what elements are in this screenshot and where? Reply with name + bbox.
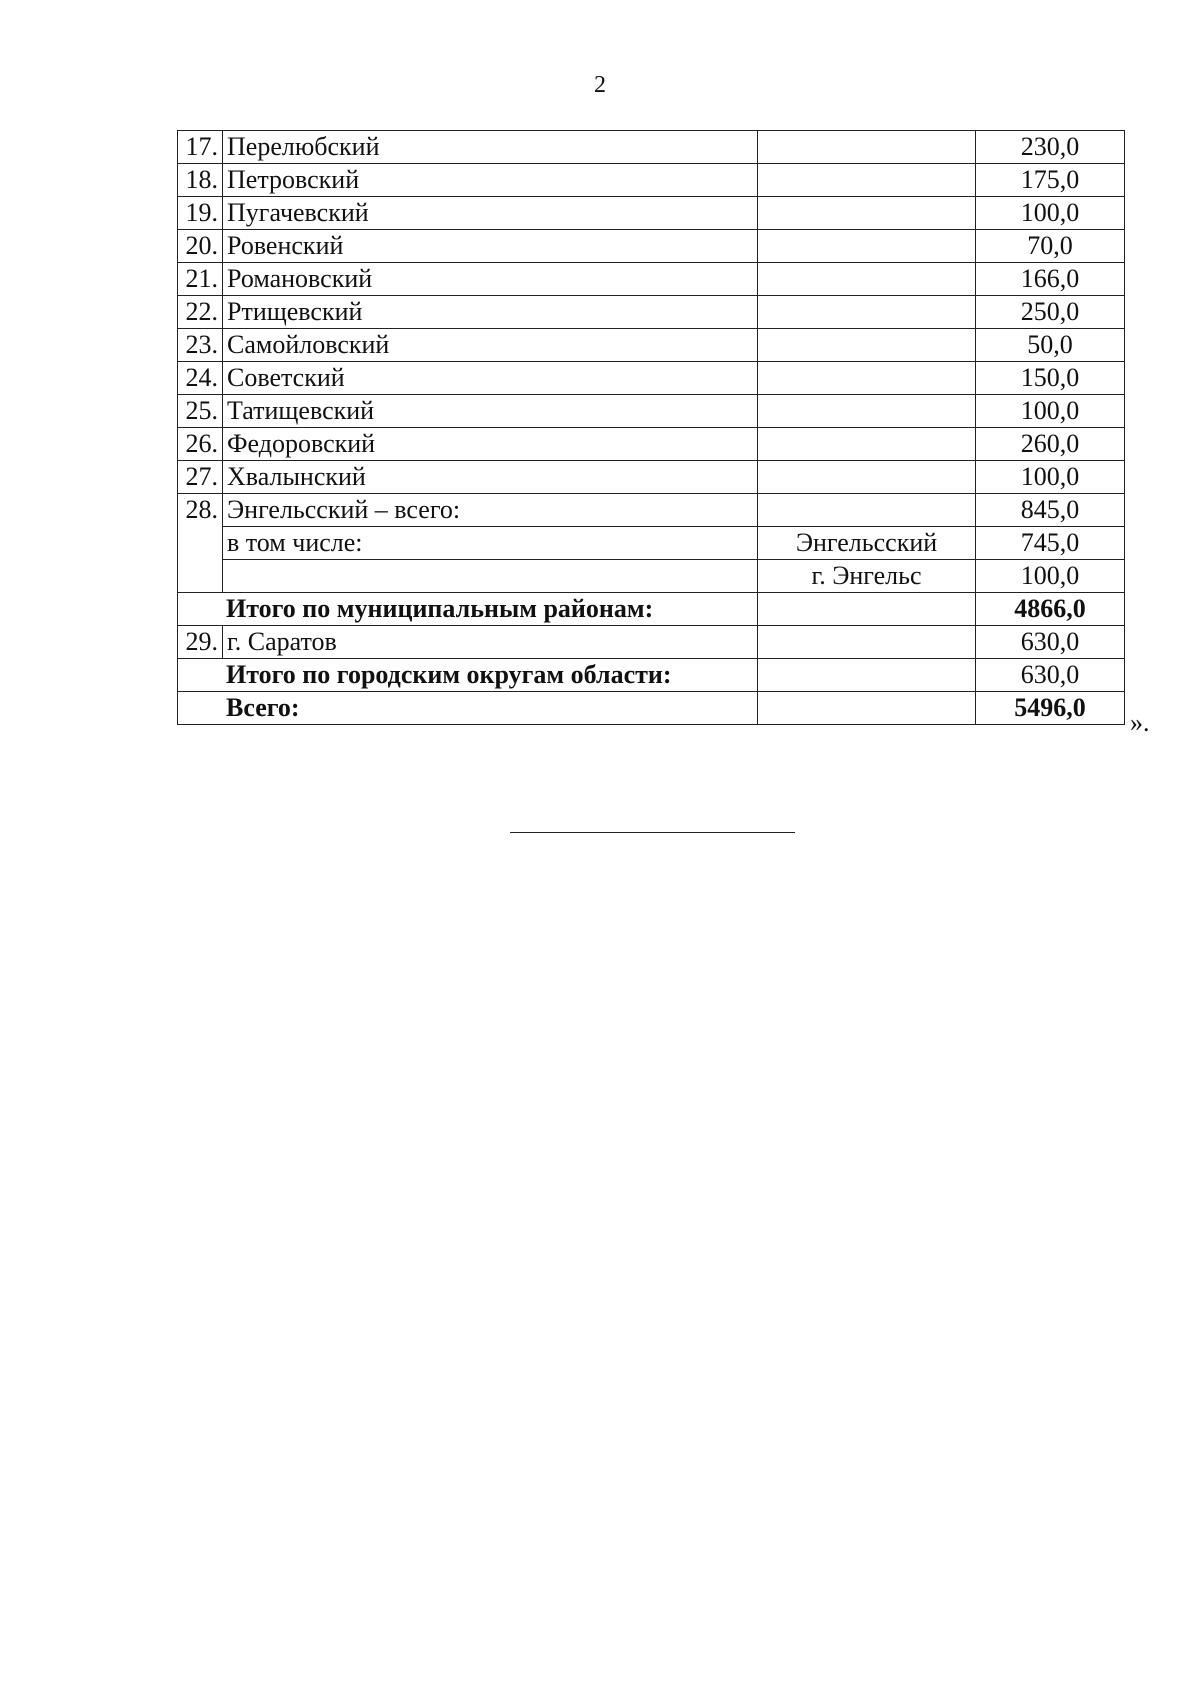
table-row [178,131,1125,164]
table-row [178,197,1125,230]
row-value: 70,0 [976,230,1125,263]
row-number: 25. [178,395,223,428]
row-number: 26. [178,428,223,461]
sub-district-name: Энгельсский [758,527,976,560]
row-value: 150,0 [976,362,1125,395]
row-number: 21. [178,263,223,296]
row-name: Советский [223,362,758,395]
table-row-grand-total [178,692,1125,725]
row-number: 27. [178,461,223,494]
row-name: Самойловский [223,329,758,362]
row-number-empty [178,527,223,560]
row-sub [758,329,976,362]
row-sub [758,428,976,461]
row-name: Энгельсский – всего: [223,494,758,527]
row-number: 24. [178,362,223,395]
row-sub [758,131,976,164]
closing-quote: ». [1130,708,1150,737]
row-number: 20. [178,230,223,263]
row-name: Хвалынский [223,461,758,494]
total-districts-value: 4866,0 [976,593,1125,626]
row-sub [758,692,976,725]
grand-total-value: 5496,0 [976,692,1125,725]
table-row-engels-including [178,527,1125,560]
table-row [178,230,1125,263]
table-row [178,461,1125,494]
total-districts-label: Итого по муниципальным районам: [178,593,758,626]
row-number: 22. [178,296,223,329]
row-value: 175,0 [976,164,1125,197]
allocation-table [177,130,1125,725]
sub-district-value: 745,0 [976,527,1125,560]
total-city-districts-label: Итого по городским округам области: [178,659,758,692]
row-name: Перелюбский [223,131,758,164]
row-name: Петровский [223,164,758,197]
row-name: Федоровский [223,428,758,461]
row-number: 23. [178,329,223,362]
sub-city-value: 100,0 [976,560,1125,593]
row-value: 260,0 [976,428,1125,461]
row-sub [758,197,976,230]
row-value: 100,0 [976,197,1125,230]
row-number: 17. [178,131,223,164]
row-number-empty [178,560,223,593]
including-label: в том числе: [223,527,758,560]
row-sub [758,263,976,296]
row-name: Ровенский [223,230,758,263]
table-row-engels [178,494,1125,527]
table-body [178,131,1125,725]
row-value: 100,0 [976,461,1125,494]
sub-city-name: г. Энгельс [758,560,976,593]
row-value: 845,0 [976,494,1125,527]
row-value: 250,0 [976,296,1125,329]
row-name: Ртищевский [223,296,758,329]
row-name: Пугачевский [223,197,758,230]
row-value: 50,0 [976,329,1125,362]
row-number: 19. [178,197,223,230]
table-row [178,428,1125,461]
row-name: г. Саратов [223,626,758,659]
page-number: 2 [594,72,606,98]
row-sub [758,362,976,395]
row-sub [758,659,976,692]
total-city-districts-value: 630,0 [976,659,1125,692]
row-sub [758,230,976,263]
table-row [178,296,1125,329]
row-name-empty [223,560,758,593]
row-sub [758,626,976,659]
row-name: Татищевский [223,395,758,428]
row-value: 166,0 [976,263,1125,296]
row-sub [758,296,976,329]
table-row [178,329,1125,362]
row-number: 18. [178,164,223,197]
row-name: Романовский [223,263,758,296]
row-number: 28. [178,494,223,527]
row-sub [758,461,976,494]
row-sub [758,164,976,197]
table-row [178,362,1125,395]
row-value: 100,0 [976,395,1125,428]
row-value: 230,0 [976,131,1125,164]
table-row-total-city-districts [178,659,1125,692]
row-sub [758,395,976,428]
table-row-engels-city [178,560,1125,593]
table-row [178,164,1125,197]
table-row [178,263,1125,296]
row-sub [758,593,976,626]
table-row [178,395,1125,428]
separator-line [510,832,795,833]
table-row-saratov [178,626,1125,659]
row-value: 630,0 [976,626,1125,659]
grand-total-label: Всего: [178,692,758,725]
row-number: 29. [178,626,223,659]
table-row-total-districts [178,593,1125,626]
row-sub [758,494,976,527]
